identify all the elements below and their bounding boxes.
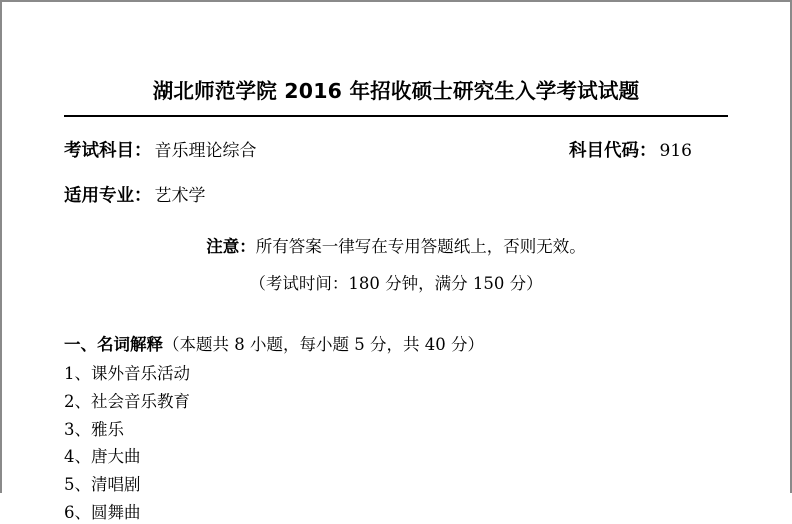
subject-code-field — [569, 137, 692, 162]
major-value: 艺术学 — [154, 186, 206, 206]
document-content — [64, 0, 728, 524]
list-item: 6、圆舞曲 — [64, 502, 141, 522]
major-field — [64, 181, 206, 207]
section-heading-1 — [64, 331, 728, 355]
page-border-left — [0, 0, 2, 493]
list-item: 1、课外音乐活动 — [64, 364, 190, 383]
list-item: 5、清唱剧 — [64, 475, 141, 495]
list-item: 4、唐大曲 — [64, 447, 141, 467]
subject-label: 考试科目： — [64, 141, 152, 161]
list-item: 3、雅乐 — [64, 419, 124, 439]
exam-info-line: （考试时间：180 分钟，满分 150 分） — [249, 274, 543, 293]
notice-line — [64, 233, 728, 257]
notice-prefix: 注意： — [206, 237, 256, 256]
meta-row-subject — [64, 136, 728, 162]
question-list-1 — [64, 363, 728, 524]
notice-text: 所有答案一律写在专用答题纸上，否则无效。 — [255, 237, 586, 256]
section-heading-1-bold: 一、名词解释 — [64, 335, 163, 354]
list-item: 2、社会音乐教育 — [64, 391, 190, 411]
subject-value: 音乐理论综合 — [154, 141, 257, 161]
title-divider — [64, 115, 728, 117]
section-heading-1-rest: （本题共 8 小题，每小题 5 分，共 40 分） — [163, 335, 484, 354]
subject-field — [64, 136, 257, 162]
subject-code-value: 916 — [659, 141, 692, 161]
meta-row-major — [64, 181, 728, 207]
subject-code-label: 科目代码： — [569, 141, 657, 161]
major-label: 适用专业： — [64, 186, 152, 206]
page-title: 湖北师范学院 2016 年招收硕士研究生入学考试试题 — [152, 79, 640, 103]
